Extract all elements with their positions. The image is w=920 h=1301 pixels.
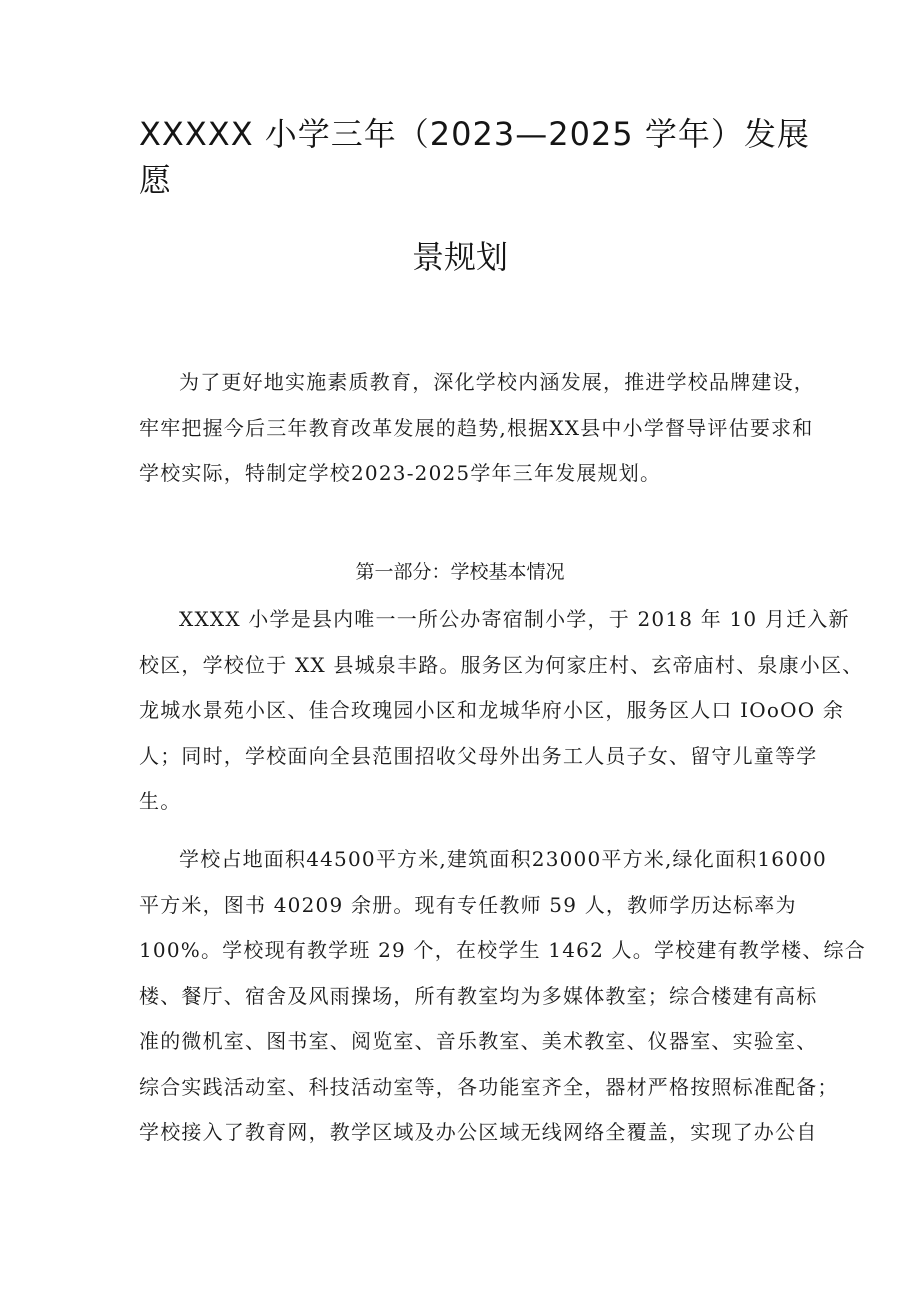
paragraph-line: 学校占地面积44500平方米,建筑面积23000平方米,绿化面积16000 (179, 847, 827, 871)
intro-line: 学校实际，特制定学校2023-2025学年三年发展规划。 (139, 461, 662, 485)
intro-line: 牢牢把握今后三年教育改革发展的趋势,根据XX县中小学督导评估要求和 (139, 415, 814, 440)
paragraph-line: 学校接入了教育网，教学区域及办公区域无线网络全覆盖，实现了办公自 (139, 1120, 818, 1144)
section-1-paragraph-1 (139, 597, 864, 825)
paragraph-line: 准的微机室、图书室、阅览室、音乐教室、美术教室、仪器室、实验室、 (139, 1029, 818, 1053)
paragraph-line: 校区，学校位于 XX 县城泉丰路。服务区为何家庄村、玄帝庙村、泉康小区、 (139, 652, 864, 677)
paragraph-line: 100%。学校现有教学班 29 个，在校学生 1462 人。学校建有教学楼、综合 (139, 938, 866, 962)
intro-paragraph (139, 360, 815, 497)
paragraph-line: 平方米，图书 40209 余册。现有专任教师 59 人，教师学历达标率为 (139, 892, 797, 917)
paragraph-line: 生。 (139, 789, 182, 813)
intro-line: 为了更好地实施素质教育，深化学校内涵发展，推进学校品牌建设， (179, 370, 815, 394)
paragraph-line: 楼、餐厅、宿舍及风雨操场，所有教室均为多媒体教室；综合楼建有高标 (139, 983, 818, 1008)
paragraph-line: XXXX 小学是县内唯一一所公办寄宿制小学，于 2018 年 10 月迁入新 (179, 607, 850, 631)
document-title-line-2: 愿 (139, 161, 172, 199)
section-1-heading: 第一部分：学校基本情况 (355, 561, 565, 583)
paragraph-line: 人；同时，学校面向全县范围招收父母外出务工人员子女、留守儿童等学 (139, 743, 818, 768)
paragraph-line: 综合实践活动室、科技活动室等，各功能室齐全，器材严格按照标准配备； (139, 1074, 839, 1099)
document-title-line-1: XXXXX 小学三年（2023—2025 学年）发展 (139, 115, 810, 153)
paragraph-line: 龙城水景苑小区、佳合玫瑰园小区和龙城华府小区，服务区人口 IOoOO 余 (139, 698, 845, 722)
section-1-paragraph-2 (139, 837, 866, 1156)
document-title-line-3: 景规划 (411, 238, 508, 276)
